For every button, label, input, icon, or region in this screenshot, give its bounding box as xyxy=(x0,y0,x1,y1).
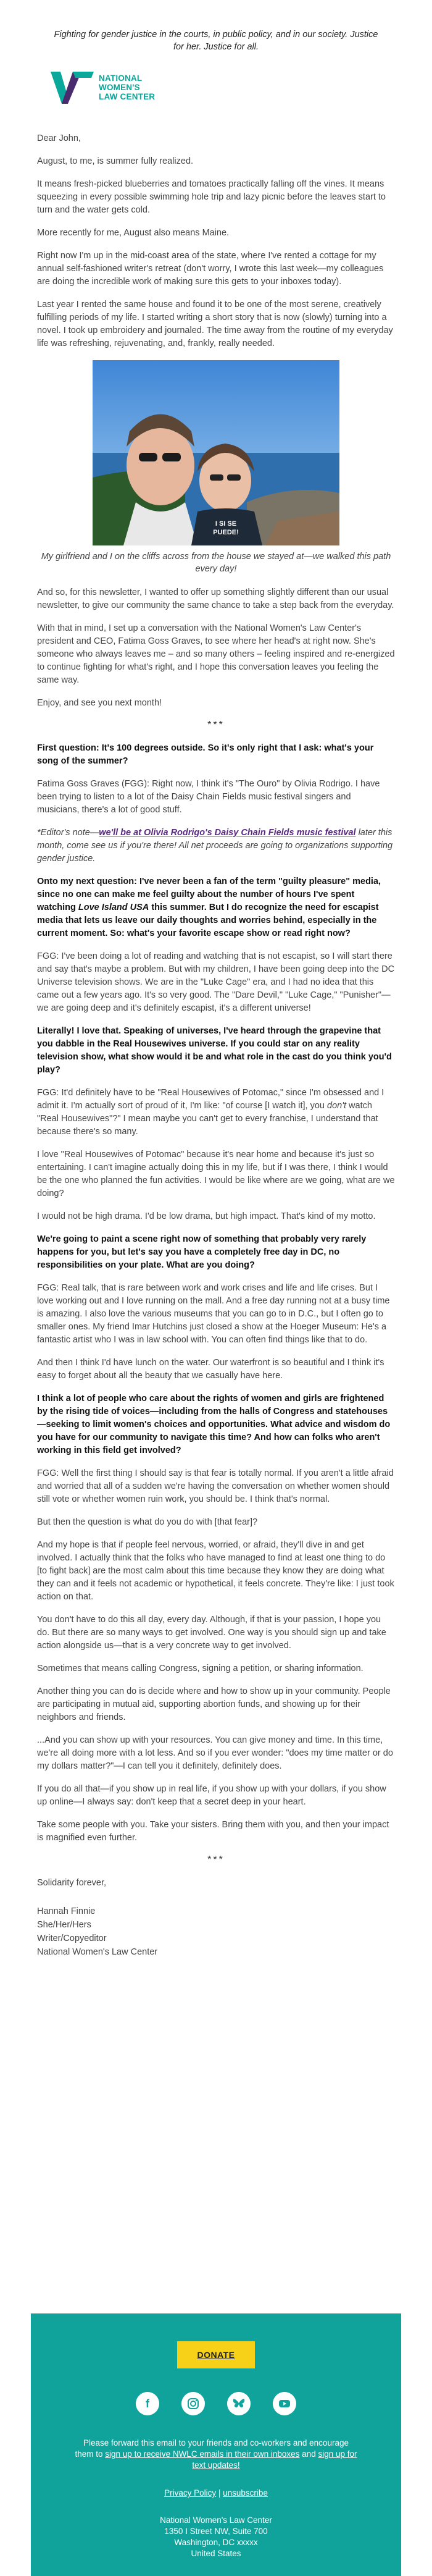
interview-answer: And my hope is that if people feel nervous, worried, or afraid, they'll dive in and get involved. I actually think that the folks who have managed to find at least one thing to do [to fight back] are the most calm about this time because they know they are doing what they can and it feels not academic or hypothetical, it feels concrete. They're like: I just took action on that. xyxy=(37,1540,394,1602)
interview-answer: Take some people with you. Take your sisters. Bring them with you, and then your impact is magnified even further. xyxy=(37,1820,389,1843)
signup-text-link[interactable]: sign up for text updates! xyxy=(192,2449,357,2470)
interview-answer: I love "Real Housewives of Potomac" because it's near home and because it's just so entertaining. I can't imagine actually doing this in my life, but if I was there, I think I would be the one who planned the fun activities. I would be like where are we going, what are we doing? xyxy=(37,1150,395,1198)
interview-answer: But then the question is what do you do with [that fear]? xyxy=(37,1517,258,1527)
interview-answer: Another thing you can do is decide where and how to show up in your community. People are participating in mutual aid, supporting abortion funds, and showing up for their neighbors and friends. xyxy=(37,1686,391,1722)
logo-line-3: LAW CENTER xyxy=(99,91,156,101)
forward-text: and xyxy=(299,2449,318,2459)
question-text: Onto my next question: I've never been a fan of the term "guilty pleasure" media, since no one can make me feel guilty about the number of hours I've spent watching xyxy=(37,877,381,912)
intro-paragraph: Last year I rented the same house and found it to be one of the most serene, creatively fulfilling periods of my life. I started writing a short story that is now (slowly) turning into a novel. I took up embroidery and journaled. The time away from the routine of my everyday life was refreshing, rejuvenating, and, frankly, really needed. xyxy=(37,300,393,348)
answer-text: FGG: It'd definitely have to be "Real Housewives of Potomac," since I'm obsessed and I admit it. I'm actually sort of proud of it, I'm like: "of course [I watch it], you xyxy=(37,1088,384,1111)
logo-line-1: NATIONAL xyxy=(99,73,143,83)
intro-paragraph: It means fresh-picked blueberries and tomatoes practically falling off the vines. It means squeezing in every possible swimming hole trip and lazy picnic before the leaves start to turn and the water gets cold. xyxy=(37,179,386,215)
nwlc-logo-icon xyxy=(48,68,96,106)
interview-answer: Fatima Goss Graves (FGG): Right now, I think it's "The Ouro" by Olivia Rodrigo. I have been trying to listen to a lot of the Daisy Chain Fields music festival singers and musicians, there's a lot of good stuff. xyxy=(37,779,380,815)
forward-text: Please forward this email to your friends and co-workers and encourage them to xyxy=(75,2438,349,2459)
festival-link[interactable]: we'll be at Olivia Rodrigo's Daisy Chain Fields music festival xyxy=(99,828,356,838)
cliff-selfie-photo xyxy=(93,360,339,545)
instagram-icon[interactable] xyxy=(181,2392,205,2415)
signer-name: Hannah Finnie xyxy=(37,1906,96,1916)
signature-block xyxy=(37,1905,395,1959)
greeting: Dear John, xyxy=(37,133,81,143)
unsubscribe-link[interactable]: unsubscribe xyxy=(223,2488,268,2498)
photo-caption: My girlfriend and I on the cliffs across from the house we stayed at—we walked this path every day! xyxy=(41,552,391,574)
interview-question xyxy=(37,875,395,940)
interview-question: First question: It's 100 degrees outside. So it's only right that I ask: what's your song of the summer? xyxy=(37,743,374,766)
bluesky-icon[interactable] xyxy=(227,2392,251,2415)
policy-links xyxy=(31,2488,401,2498)
section-divider: *** xyxy=(207,1854,225,1865)
email-container xyxy=(31,0,401,1959)
editors-note-suffix: later this month, come see us if you're there! All net proceeds are going to organizations supporting gender justice. xyxy=(37,828,393,864)
intro-paragraph: August, to me, is summer fully realized. xyxy=(37,156,194,166)
email-footer xyxy=(31,2313,401,2576)
signer-title: Writer/Copyeditor xyxy=(37,1934,107,1943)
emphasis-text: don't xyxy=(327,1101,347,1111)
signup-email-link[interactable]: sign up to receive NWLC emails in their own inboxes xyxy=(105,2449,300,2459)
separator: | xyxy=(216,2488,223,2498)
privacy-policy-link[interactable]: Privacy Policy xyxy=(164,2488,217,2498)
shirt-text-1: I SI SE xyxy=(215,520,237,528)
body-paragraph: Enjoy, and see you next month! xyxy=(37,698,162,708)
signoff: Solidarity forever, xyxy=(37,1878,107,1888)
address-line: National Women's Law Center xyxy=(160,2515,272,2525)
intro-paragraph: Right now I'm up in the mid-coast area of the state, where I've rented a cottage for my annual self-fashioned writer's retreat (don't worry, I wrote this last week—my colleagues are doing the incredible work of making sure this gets to your inboxes today). xyxy=(37,251,384,287)
donate-button[interactable]: DONATE xyxy=(177,2341,254,2368)
interview-question: Literally! I love that. Speaking of universes, I've heard through the grapevine that you dabble in the Real Housewives universe. If you could star on any reality television show, what show would it be and what role in the cast do you think you'd play? xyxy=(37,1026,392,1075)
shirt-text-2: PUEDE! xyxy=(213,529,239,536)
youtube-icon[interactable] xyxy=(273,2392,296,2415)
header-tagline: Fighting for gender justice in the courts, in public policy, and in our society. Justice for her. Justice for all. xyxy=(54,30,378,52)
forward-message xyxy=(74,2438,358,2471)
interview-question: I think a lot of people who care about the rights of women and girls are frightened by the rising tide of voices—including from the halls of Congress and statehouses—seeking to limit women's choices and opportunities. What advice and wisdom do you have for our community to navigate this time? And how can folks who aren't working in this field get involved? xyxy=(37,1394,391,1455)
interview-answer xyxy=(37,1087,395,1139)
nwlc-logo[interactable] xyxy=(48,67,401,107)
editors-note xyxy=(37,827,395,865)
interview-question: We're going to paint a scene right now of something that probably very rarely happens for you, but let's say you have a completely free day in DC, no responsibilities on your plate. What are you doing? xyxy=(37,1234,367,1270)
signer-pronouns: She/Her/Hers xyxy=(37,1920,91,1930)
interview-answer: FGG: Real talk, that is rare between work and work crises and life and life crises. But I love working out and I love running on the mall. And a free day running not at a busy time is amazing. I also love the various museums that you can go to in D.C., but I often go to smaller ones. My friend Imar Hutchins just closed a show at the Hoeger Museum: He's a fantastic artist who I was in law school with. You can often find things like that to do. xyxy=(37,1283,390,1345)
email-body xyxy=(31,132,395,1959)
intro-paragraph: More recently for me, August also means Maine. xyxy=(37,228,230,238)
body-paragraph: With that in mind, I set up a conversation with the National Women's Law Center's president and CEO, Fatima Goss Graves, to see where her head's at right now. She's someone who always leaves me – and so many others – feeling inspired and re-energized to continue fighting for what's right, and I hope this conversation leaves you feeling the same way. xyxy=(37,623,395,685)
interview-answer: If you do all that—if you show up in real life, if you show up with your dollars, if you show up online—I always say: don't keep that a secret deep in your heart. xyxy=(37,1784,386,1807)
interview-answer: And then I think I'd have lunch on the water. Our waterfront is so beautiful and I think it's easy to forget about all the beauty that we casually have here. xyxy=(37,1358,384,1381)
address-line: United States xyxy=(191,2549,241,2558)
interview-answer: FGG: Well the first thing I should say is that fear is totally normal. If you aren't a little afraid and worried that all of a sudden we're having the conversation on whether women should still vote or whether women ruin work, you should be. I think that's normal. xyxy=(37,1468,394,1504)
interview-answer: I would not be high drama. I'd be low drama, but high impact. That's kind of my motto. xyxy=(37,1211,376,1221)
answer-text: watch "Real Housewives"?" I mean maybe you can't get to every franchise, I understand that because there's so many. xyxy=(37,1101,378,1137)
social-links xyxy=(31,2392,401,2415)
facebook-icon[interactable]: f xyxy=(136,2392,159,2415)
mailing-address xyxy=(31,2515,401,2559)
section-divider: *** xyxy=(207,720,225,730)
interview-answer: ...And you can show up with your resources. You can give money and time. In this time, we're all doing more with a lot less. And so if you ever wonder: "does my time matter or do my dollars matter?"—I can tell you it definitely, definitely does. xyxy=(37,1735,393,1771)
question-text: this summer. But I do recognize the need for escapist media that lets us leave our daily thoughts and worries behind, especially in the current moment. So: what's your favorite escape show or read right now? xyxy=(37,903,379,938)
editors-note-prefix: *Editor's note— xyxy=(37,828,99,838)
interview-answer: You don't have to do this all day, every day. Although, if that is your passion, I hope you do. But there are so many ways to get involved. One way is you should sign up and take action alongside us—that is a very concrete way to get involved. xyxy=(37,1615,386,1651)
interview-answer: FGG: I've been doing a lot of reading and watching that is not escapist, so I will start there and say that's maybe a problem. But with my children, I have been going deep into the DC Universe television shows. We are in the "Luke Cage" era, and I had no idea that this came out a few years ago. It's so very good. The "Dare Devil," "Luke Cage," "Punisher"—we are going deep and it's definitely escapist, it's a different universe! xyxy=(37,951,395,1013)
show-title: Love Island USA xyxy=(78,903,149,912)
signer-org: National Women's Law Center xyxy=(37,1947,158,1957)
address-line: Washington, DC xxxxx xyxy=(174,2538,258,2547)
address-line: 1350 I Street NW, Suite 700 xyxy=(164,2527,268,2536)
logo-line-2: WOMEN'S xyxy=(99,82,140,92)
logo-wordmark xyxy=(99,74,155,101)
interview-answer: Sometimes that means calling Congress, signing a petition, or sharing information. xyxy=(37,1664,363,1673)
body-paragraph: And so, for this newsletter, I wanted to offer up something slightly different than our usual newsletter, to give our community the same chance to take a step back from the everyday. xyxy=(37,587,394,610)
